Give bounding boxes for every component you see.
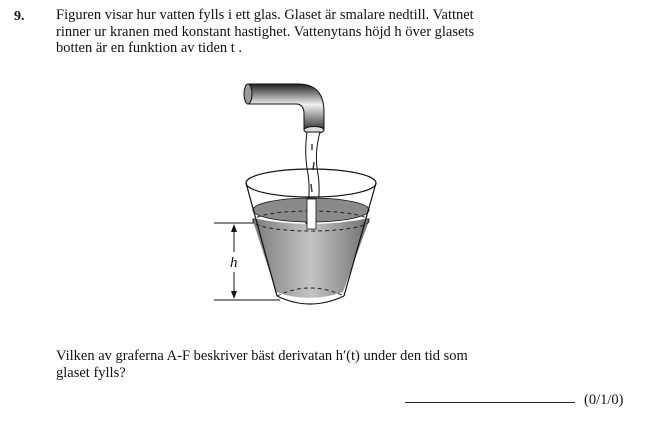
answer-line[interactable] <box>405 402 575 403</box>
question-intro <box>56 7 576 57</box>
points-value: (0/1/0) <box>584 392 624 408</box>
question-number: 9. <box>14 9 25 24</box>
prompt-line-2: glaset fylls? <box>56 365 126 381</box>
prompt-line-1: Vilken av graferna A-F beskriver bäst derivatan h′(t) under den tid som <box>56 348 468 364</box>
height-label: h <box>230 255 238 271</box>
glass-figure <box>200 74 380 314</box>
intro-line-3: botten är en funktion av tiden t . <box>56 40 243 56</box>
faucet-icon <box>244 84 324 134</box>
water-body <box>252 218 370 298</box>
intro-line-1: Figuren visar hur vatten fylls i ett glas. Glaset är smalare nedtill. Vattnet <box>56 7 474 23</box>
intro-line-2: rinner ur kranen med konstant hastighet. Vattenytans höjd h över glasets <box>56 23 475 40</box>
question-prompt <box>56 348 576 382</box>
